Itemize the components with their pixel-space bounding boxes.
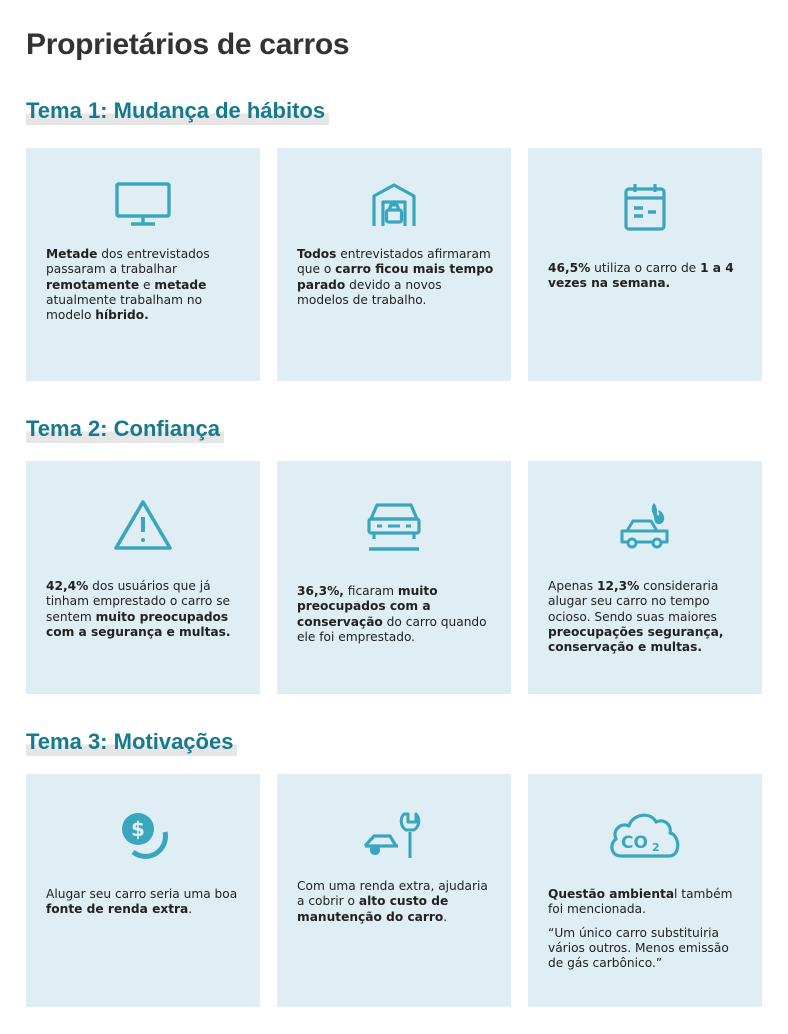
emphasis-text: preocupações segurança, conservação e multas. — [548, 624, 724, 655]
emphasis-text: 36,3%, — [297, 584, 344, 598]
co2-cloud-icon — [607, 808, 683, 860]
emphasis-text: 1 a 4 vezes na semana. — [548, 261, 734, 291]
emphasis-text: Metade — [46, 247, 98, 261]
card-text — [297, 584, 495, 645]
calendar-icon — [623, 182, 667, 232]
body-text: Apenas — [548, 579, 597, 593]
section-title-trust: Tema 2: Confiança — [26, 416, 224, 443]
emphasis-text: muito preocupados com a segurança e multas. — [46, 609, 231, 639]
page-title: Proprietários de carros — [26, 28, 350, 61]
svg-text:2: 2 — [652, 841, 660, 854]
emphasis-text: 46,5% — [548, 261, 591, 275]
body-text: l também foi mencionada. — [548, 887, 733, 917]
emphasis-text: carro ficou mais tempo parado — [297, 262, 494, 292]
svg-text:CO: CO — [621, 833, 648, 853]
card-security-concern — [26, 461, 260, 694]
body-text: dos entrevistados passaram a trabalhar — [46, 247, 210, 277]
card-text — [46, 579, 244, 640]
emphasis-text: Todos — [297, 247, 337, 261]
warning-icon — [113, 499, 173, 551]
card-extra-income — [26, 774, 260, 1007]
emphasis-text: muito preocupados com a conservação — [297, 584, 438, 629]
card-environment — [528, 774, 762, 1007]
emphasis-text: 42,4% — [46, 579, 89, 593]
monitor-icon — [114, 182, 172, 226]
body-text: entrevistados afirmaram que o — [297, 247, 491, 277]
car-repair-icon — [362, 810, 426, 862]
card-statement — [548, 887, 746, 918]
body-text: utiliza o carro de — [590, 261, 701, 275]
svg-text:$: $ — [131, 817, 145, 841]
card-maintenance-cost — [277, 774, 511, 1007]
coins-icon — [117, 808, 169, 860]
section-title-habits: Tema 1: Mudança de hábitos — [26, 98, 329, 125]
card-conservation-concern — [277, 461, 511, 694]
body-text: Com uma renda extra, ajudaria a cobrir o — [297, 879, 488, 909]
card-text — [297, 879, 495, 925]
body-text: consideraria alugar seu carro no tempo ocioso. Sendo suas maiores — [548, 579, 719, 624]
emphasis-text: híbrido. — [95, 308, 149, 323]
body-text: Alugar seu carro seria uma boa — [46, 887, 238, 901]
card-text — [548, 579, 746, 655]
card-quote: “Um único carro substituiria vários outros. Menos emissão de gás carbônico.” — [548, 925, 729, 971]
emphasis-text: 12,3% — [597, 579, 640, 593]
card-rent-consideration — [528, 461, 762, 694]
card-text — [46, 247, 244, 323]
emphasis-text: alto custo de manutenção do carro — [297, 894, 449, 924]
card-weekly-use — [528, 148, 762, 381]
body-text: e — [139, 277, 155, 292]
emphasis-text: fonte de renda extra — [46, 902, 189, 917]
body-text: ficaram — [343, 584, 398, 598]
body-text: . — [188, 902, 193, 917]
section-title-motivations: Tema 3: Motivações — [26, 729, 237, 756]
card-car-parked — [277, 148, 511, 381]
body-text: atualmente trabalham no modelo — [46, 292, 203, 323]
card-remote-work — [26, 148, 260, 381]
body-text: dos usuários que já tinham emprestado o carro se sentem — [46, 579, 231, 624]
card-text — [46, 887, 244, 918]
card-text — [297, 247, 495, 308]
garage-icon — [371, 182, 417, 228]
card-text — [548, 887, 746, 971]
body-text: do carro quando ele foi emprestado. — [297, 614, 487, 644]
emphasis-text: metade — [154, 277, 207, 292]
car-front-icon — [364, 499, 424, 557]
emphasis-text: remotamente — [46, 277, 140, 292]
car-fire-icon — [619, 501, 671, 553]
body-text: devido a novos modelos de trabalho. — [297, 277, 442, 307]
emphasis-text: Questão ambienta — [548, 887, 675, 901]
body-text: . — [443, 909, 448, 924]
card-text — [548, 261, 746, 292]
